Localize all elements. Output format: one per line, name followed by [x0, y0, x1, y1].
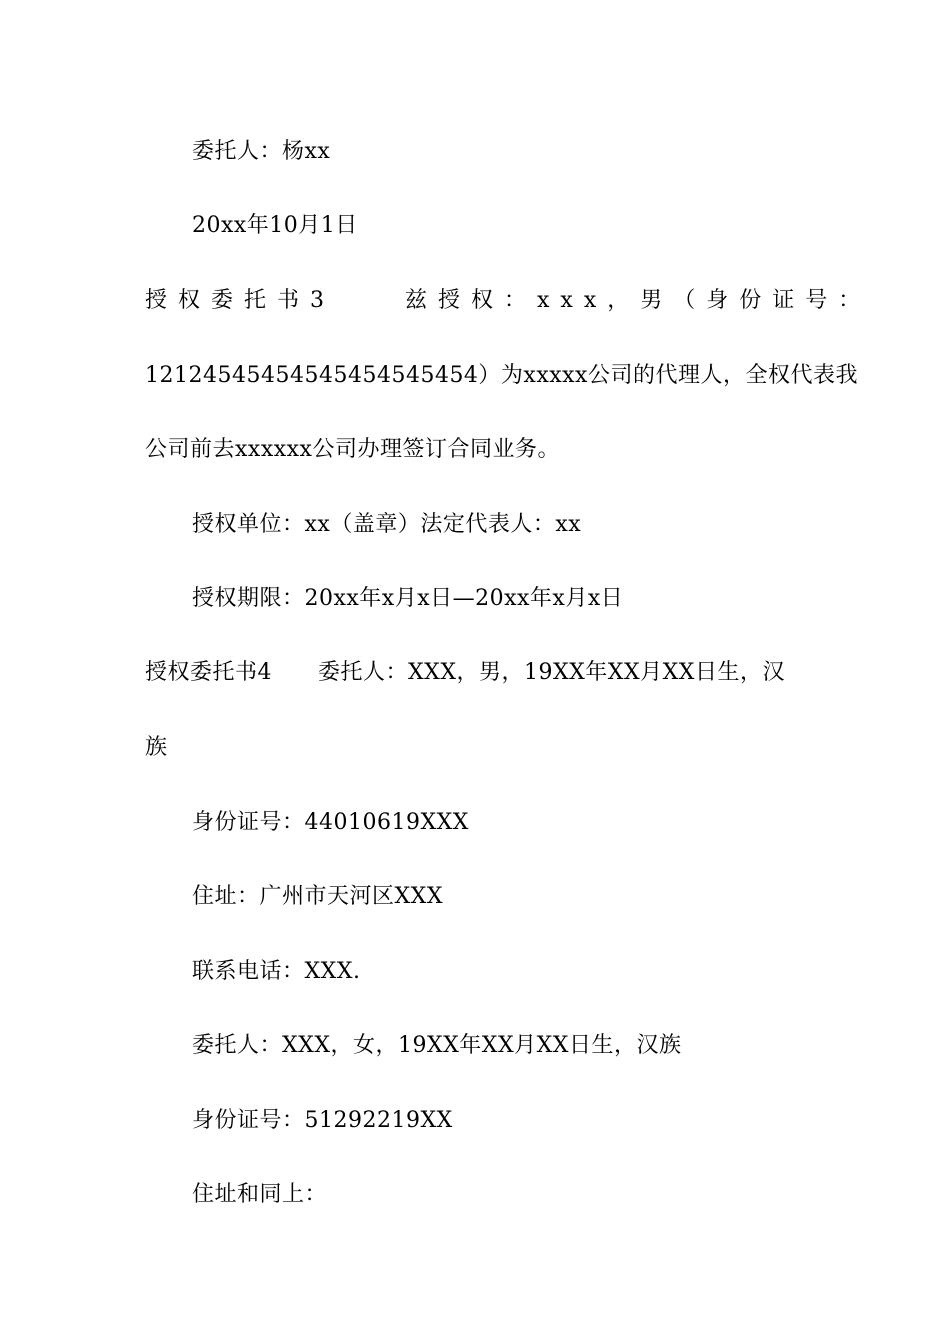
id-card-line-2: 身份证号：51292219XX	[192, 1108, 453, 1133]
business-line: 公司前去xxxxxx公司办理签订合同业务。	[145, 437, 560, 462]
address-line: 住址：广州市天河区XXX	[192, 884, 443, 909]
date-line: 20xx年10月1日	[192, 213, 358, 238]
section-3-text: 兹授权：xxx，男（身份证号：	[405, 288, 872, 313]
same-address-line: 住址和同上：	[192, 1182, 328, 1207]
authorization-period-line: 授权期限：20xx年x月x日—20xx年x月x日	[192, 586, 624, 611]
id-card-line-1: 身份证号：44010619XXX	[192, 810, 469, 835]
authorizing-unit-line: 授权单位：xx（盖章）法定代表人：xx	[192, 512, 582, 537]
id-number-line: 12124545454545454545454）为xxxxx公司的代理人，全权代表我	[145, 363, 858, 388]
section-4-heading: 授权委托书4	[145, 660, 272, 685]
section-4-first-line	[145, 658, 785, 688]
principal-line: 委托人：杨xx	[192, 139, 331, 164]
section-3-first-line	[145, 286, 871, 316]
second-principal-line: 委托人：XXX，女，19XX年XX月XX日生，汉族	[192, 1033, 682, 1058]
section-4-text: 委托人：XXX，男，19XX年XX月XX日生，汉	[318, 660, 785, 685]
section-3-heading: 授权委托书3	[145, 288, 335, 313]
ethnicity-continuation-line: 族	[145, 735, 168, 760]
phone-line: 联系电话：XXX.	[192, 959, 361, 984]
